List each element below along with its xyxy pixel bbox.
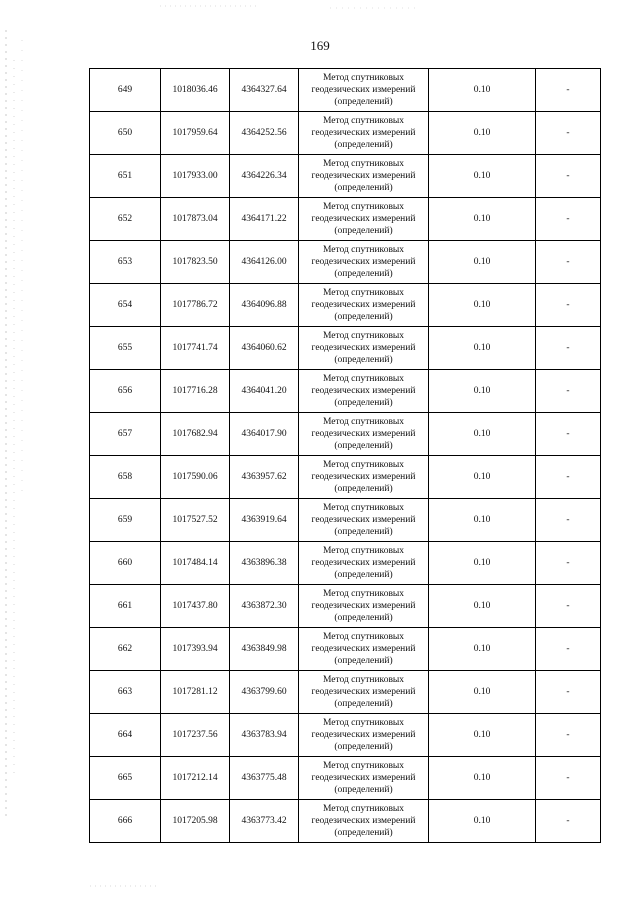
accuracy-cell: 0.10 [429, 542, 536, 585]
method-line: (определений) [334, 312, 393, 322]
note-cell: - [536, 284, 601, 327]
point-number-cell: 664 [90, 714, 161, 757]
method-line: геодезических измерений [311, 300, 416, 310]
method-line: геодезических измерений [311, 730, 416, 740]
method-line: (определений) [334, 699, 393, 709]
coordinate-x-cell: 1017682.94 [161, 413, 230, 456]
point-number-cell: 666 [90, 800, 161, 843]
method-line: Метод спутниковых [322, 245, 405, 255]
coordinate-x-cell: 1017959.64 [161, 112, 230, 155]
point-number-cell: 663 [90, 671, 161, 714]
note-cell: - [536, 800, 601, 843]
table-row [90, 499, 601, 542]
note-cell: - [536, 671, 601, 714]
method-line: геодезических измерений [311, 773, 416, 783]
accuracy-cell: 0.10 [429, 714, 536, 757]
accuracy-cell: 0.10 [429, 413, 536, 456]
coordinate-x-cell: 1017823.50 [161, 241, 230, 284]
table-row [90, 714, 601, 757]
note-cell: - [536, 155, 601, 198]
method-line: (определений) [334, 828, 393, 838]
method-line: геодезических измерений [311, 558, 416, 568]
point-number-cell: 656 [90, 370, 161, 413]
method-line: (определений) [334, 742, 393, 752]
coordinate-y-cell: 4363799.60 [230, 671, 299, 714]
method-line: Метод спутниковых [322, 589, 405, 599]
method-line: (определений) [334, 484, 393, 494]
accuracy-cell: 0.10 [429, 585, 536, 628]
coordinate-y-cell: 4363783.94 [230, 714, 299, 757]
accuracy-cell: 0.10 [429, 112, 536, 155]
method-line: Метод спутниковых [322, 632, 405, 642]
method-line: Метод спутниковых [322, 761, 405, 771]
method-line: (определений) [334, 785, 393, 795]
method-line: Метод спутниковых [322, 675, 405, 685]
accuracy-cell: 0.10 [429, 284, 536, 327]
coordinate-y-cell: 4363775.48 [230, 757, 299, 800]
note-cell: - [536, 241, 601, 284]
table-row [90, 198, 601, 241]
note-cell: - [536, 714, 601, 757]
note-cell: - [536, 542, 601, 585]
method-line: Метод спутниковых [322, 503, 405, 513]
method-line: (определений) [334, 226, 393, 236]
note-cell: - [536, 198, 601, 241]
method-line: геодезических измерений [311, 515, 416, 525]
method-line: (определений) [334, 527, 393, 537]
point-number-cell: 657 [90, 413, 161, 456]
note-cell: - [536, 112, 601, 155]
coordinate-y-cell: 4364171.22 [230, 198, 299, 241]
point-number-cell: 658 [90, 456, 161, 499]
method-line: (определений) [334, 570, 393, 580]
method-cell [299, 757, 429, 800]
table-row [90, 585, 601, 628]
table-row [90, 757, 601, 800]
method-line: Метод спутниковых [322, 804, 405, 814]
note-cell: - [536, 585, 601, 628]
point-number-cell: 651 [90, 155, 161, 198]
method-cell [299, 499, 429, 542]
coordinate-y-cell: 4364252.56 [230, 112, 299, 155]
method-cell [299, 671, 429, 714]
method-cell [299, 542, 429, 585]
table-row [90, 241, 601, 284]
coordinate-x-cell: 1017205.98 [161, 800, 230, 843]
coordinates-table-body [90, 69, 601, 843]
method-cell [299, 198, 429, 241]
table-row [90, 155, 601, 198]
method-line: (определений) [334, 398, 393, 408]
method-line: Метод спутниковых [322, 116, 405, 126]
method-line: (определений) [334, 269, 393, 279]
accuracy-cell: 0.10 [429, 327, 536, 370]
point-number-cell: 661 [90, 585, 161, 628]
method-cell [299, 413, 429, 456]
method-line: геодезических измерений [311, 386, 416, 396]
method-cell [299, 714, 429, 757]
method-line: Метод спутниковых [322, 718, 405, 728]
coordinate-x-cell: 1017437.80 [161, 585, 230, 628]
coordinate-y-cell: 4363773.42 [230, 800, 299, 843]
note-cell: - [536, 628, 601, 671]
accuracy-cell: 0.10 [429, 456, 536, 499]
method-cell [299, 628, 429, 671]
method-cell [299, 112, 429, 155]
method-line: (определений) [334, 183, 393, 193]
table-row [90, 456, 601, 499]
method-line: геодезических измерений [311, 257, 416, 267]
table-row [90, 370, 601, 413]
method-line: Метод спутниковых [322, 417, 405, 427]
accuracy-cell: 0.10 [429, 671, 536, 714]
coordinate-y-cell: 4363957.62 [230, 456, 299, 499]
method-line: геодезических измерений [311, 644, 416, 654]
coordinate-x-cell: 1017716.28 [161, 370, 230, 413]
point-number-cell: 660 [90, 542, 161, 585]
coordinate-x-cell: 1018036.46 [161, 69, 230, 112]
method-line: геодезических измерений [311, 816, 416, 826]
method-line: Метод спутниковых [322, 331, 405, 341]
coordinate-y-cell: 4363896.38 [230, 542, 299, 585]
page-number: 169 [310, 38, 330, 53]
method-line: Метод спутниковых [322, 546, 405, 556]
accuracy-cell: 0.10 [429, 499, 536, 542]
note-cell: - [536, 499, 601, 542]
coordinate-x-cell: 1017933.00 [161, 155, 230, 198]
method-line: (определений) [334, 441, 393, 451]
table-row [90, 800, 601, 843]
method-line: геодезических измерений [311, 214, 416, 224]
point-number-cell: 662 [90, 628, 161, 671]
method-cell [299, 155, 429, 198]
accuracy-cell: 0.10 [429, 198, 536, 241]
method-line: Метод спутниковых [322, 73, 405, 83]
point-number-cell: 655 [90, 327, 161, 370]
accuracy-cell: 0.10 [429, 241, 536, 284]
method-line: (определений) [334, 656, 393, 666]
table-row [90, 628, 601, 671]
method-line: (определений) [334, 97, 393, 107]
coordinate-x-cell: 1017212.14 [161, 757, 230, 800]
coordinate-x-cell: 1017237.56 [161, 714, 230, 757]
accuracy-cell: 0.10 [429, 628, 536, 671]
point-number-cell: 650 [90, 112, 161, 155]
accuracy-cell: 0.10 [429, 69, 536, 112]
coordinates-table [89, 68, 601, 843]
coordinate-y-cell: 4364327.64 [230, 69, 299, 112]
note-cell: - [536, 757, 601, 800]
note-cell: - [536, 456, 601, 499]
table-row [90, 327, 601, 370]
point-number-cell: 653 [90, 241, 161, 284]
table-row [90, 542, 601, 585]
method-line: Метод спутниковых [322, 460, 405, 470]
coordinate-x-cell: 1017484.14 [161, 542, 230, 585]
table-row [90, 69, 601, 112]
note-cell: - [536, 370, 601, 413]
method-line: геодезических измерений [311, 429, 416, 439]
method-line: геодезических измерений [311, 85, 416, 95]
coordinate-x-cell: 1017873.04 [161, 198, 230, 241]
coordinate-y-cell: 4363872.30 [230, 585, 299, 628]
coordinate-x-cell: 1017590.06 [161, 456, 230, 499]
coordinate-y-cell: 4364096.88 [230, 284, 299, 327]
method-line: геодезических измерений [311, 472, 416, 482]
method-cell [299, 69, 429, 112]
accuracy-cell: 0.10 [429, 370, 536, 413]
table-row [90, 112, 601, 155]
coordinate-y-cell: 4363919.64 [230, 499, 299, 542]
method-line: геодезических измерений [311, 343, 416, 353]
method-cell [299, 327, 429, 370]
accuracy-cell: 0.10 [429, 757, 536, 800]
point-number-cell: 654 [90, 284, 161, 327]
method-line: (определений) [334, 613, 393, 623]
accuracy-cell: 0.10 [429, 800, 536, 843]
method-line: (определений) [334, 140, 393, 150]
point-number-cell: 649 [90, 69, 161, 112]
method-line: Метод спутниковых [322, 159, 405, 169]
coordinate-y-cell: 4364126.00 [230, 241, 299, 284]
method-line: Метод спутниковых [322, 374, 405, 384]
table-row [90, 413, 601, 456]
method-line: геодезических измерений [311, 128, 416, 138]
note-cell: - [536, 69, 601, 112]
coordinate-x-cell: 1017393.94 [161, 628, 230, 671]
method-cell [299, 241, 429, 284]
method-line: геодезических измерений [311, 171, 416, 181]
point-number-cell: 659 [90, 499, 161, 542]
method-line: (определений) [334, 355, 393, 365]
method-line: геодезических измерений [311, 687, 416, 697]
coordinate-y-cell: 4364041.20 [230, 370, 299, 413]
coordinate-y-cell: 4364226.34 [230, 155, 299, 198]
method-cell [299, 800, 429, 843]
point-number-cell: 652 [90, 198, 161, 241]
note-cell: - [536, 413, 601, 456]
coordinate-y-cell: 4363849.98 [230, 628, 299, 671]
coordinate-x-cell: 1017786.72 [161, 284, 230, 327]
method-cell [299, 370, 429, 413]
method-line: Метод спутниковых [322, 288, 405, 298]
method-line: геодезических измерений [311, 601, 416, 611]
accuracy-cell: 0.10 [429, 155, 536, 198]
method-line: Метод спутниковых [322, 202, 405, 212]
coordinate-x-cell: 1017527.52 [161, 499, 230, 542]
table-row [90, 671, 601, 714]
method-cell [299, 456, 429, 499]
method-cell [299, 585, 429, 628]
note-cell: - [536, 327, 601, 370]
coordinate-x-cell: 1017741.74 [161, 327, 230, 370]
table-row [90, 284, 601, 327]
coordinate-y-cell: 4364017.90 [230, 413, 299, 456]
coordinate-y-cell: 4364060.62 [230, 327, 299, 370]
method-cell [299, 284, 429, 327]
point-number-cell: 665 [90, 757, 161, 800]
coordinate-x-cell: 1017281.12 [161, 671, 230, 714]
